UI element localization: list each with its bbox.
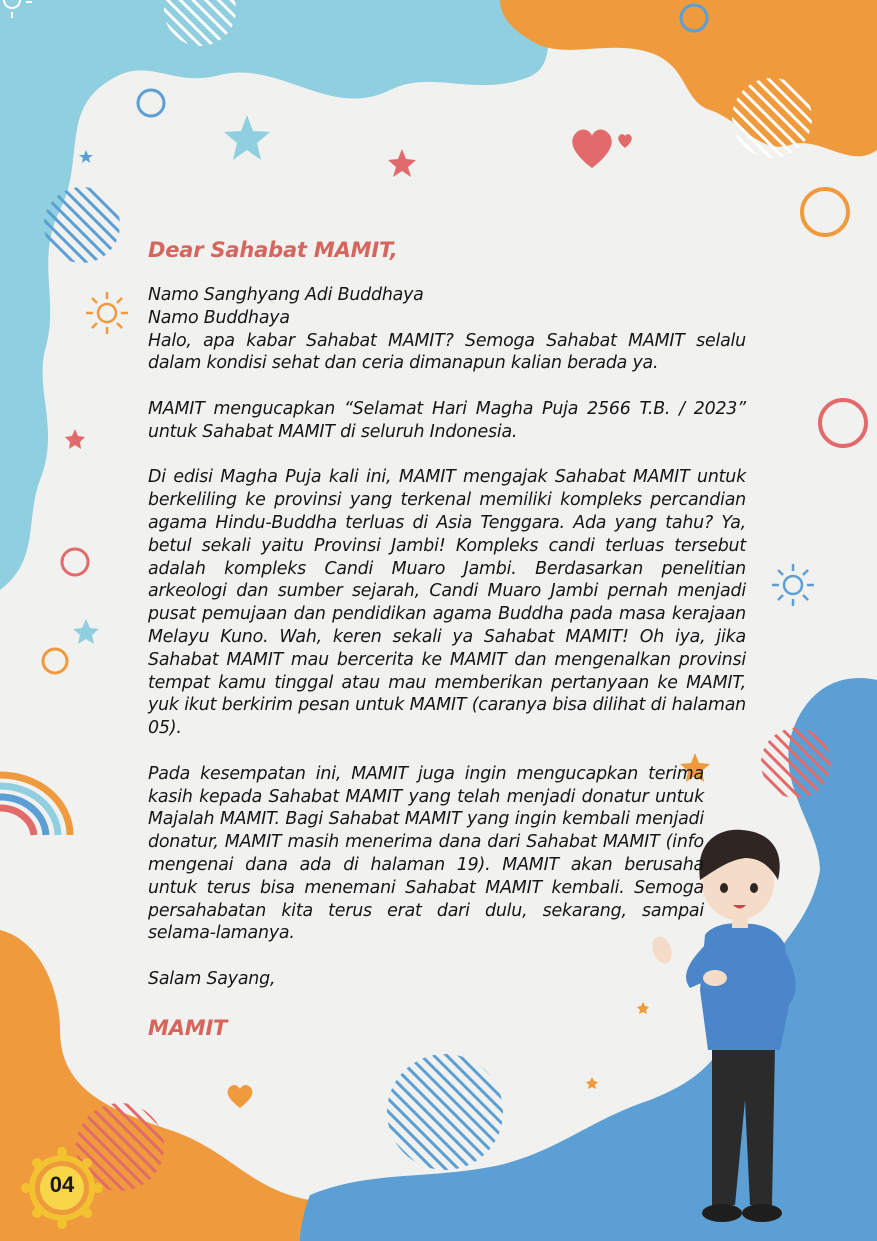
sun-icon <box>772 564 814 606</box>
salutation-line: Namo Sanghyang Adi Buddhaya <box>148 285 424 305</box>
ring <box>43 649 67 673</box>
star-icon <box>73 619 99 644</box>
heart-icon <box>572 130 611 168</box>
opening-salutation <box>148 284 746 330</box>
ring <box>138 90 164 116</box>
letter-signature: MAMIT <box>148 1015 228 1040</box>
sun-icon <box>86 292 128 334</box>
striped-circle <box>761 728 831 798</box>
rainbow-decoration <box>0 775 70 835</box>
paragraph-greeting: Halo, apa kabar Sahabat MAMIT? Semoga Sahabat MAMIT selalu dalam kondisi sehat dan ceria dimanapun kalian berada ya. <box>148 330 746 374</box>
paragraph-jambi: Di edisi Magha Puja kali ini, MAMIT mengajak Sahabat MAMIT untuk berkeliling ke provinsi yang terkenal memiliki kompleks percandian agama Hindu-Buddha terluas di Asia Tenggara. Ada yang tahu? Ya, betul sekali yaitu Provinsi Jambi! Kompleks candi terluas tersebut adalah kompleks Candi Muaro Jambi. Berdasarkan penelitian arkeologi dan sumber sejarah, Candi Muaro Jambi pernah menjadi pusat pemujaan dan pendidikan agama Buddha pada masa kerajaan Melayu Kuno. Wah, keren sekali ya Sahabat MAMIT! Oh iya, jika Sahabat MAMIT mau bercerita ke MAMIT dan mengenalkan provinsi tempat kamu tinggal atau mau memberikan pertanyaan ke MAMIT, yuk ikut berkirim pesan untuk MAMIT (caranya bisa dilihat di halaman 05). <box>148 467 746 739</box>
ring <box>62 549 88 575</box>
heart-icon <box>618 134 632 148</box>
ring <box>802 189 848 235</box>
salutation-line: Namo Buddhaya <box>148 307 290 328</box>
star-icon <box>65 429 85 449</box>
page-number: 04 <box>49 1172 75 1197</box>
star-icon <box>79 150 93 163</box>
striped-circle <box>387 1054 503 1170</box>
striped-circle <box>732 78 812 158</box>
star-icon <box>388 149 416 177</box>
star-icon <box>224 115 270 160</box>
paragraph-donation: Pada kesempatan ini, MAMIT juga ingin mengucapkan terima kasih kepada Sahabat MAMIT yang telah menjadi donatur untuk Majalah MAMIT. Bagi Sahabat MAMIT yang ingin kembali menjadi donatur, MAMIT masih menerima dana dari Sahabat MAMIT (info mengenai dana ada di halaman 19). MAMIT akan berusaha untuk terus bisa menemani Sahabat MAMIT kembali. Semoga persahabatan kita terus erat dari dulu, sekarang, sampai selama-lamanya. <box>148 763 704 944</box>
letter-greeting: Dear Sahabat MAMIT, <box>148 238 398 262</box>
heart-icon <box>228 1085 253 1108</box>
striped-circle <box>44 187 120 263</box>
star-icon <box>586 1077 598 1089</box>
letter-body <box>148 236 746 1064</box>
top-orange-blob <box>500 0 877 156</box>
paragraph-magha-puja-wish: MAMIT mengucapkan “Selamat Hari Magha Puja 2566 T.B. / 2023” untuk Sahabat MAMIT di seluruh Indonesia. <box>148 398 746 442</box>
letter-closing: Salam Sayang, <box>148 968 276 989</box>
